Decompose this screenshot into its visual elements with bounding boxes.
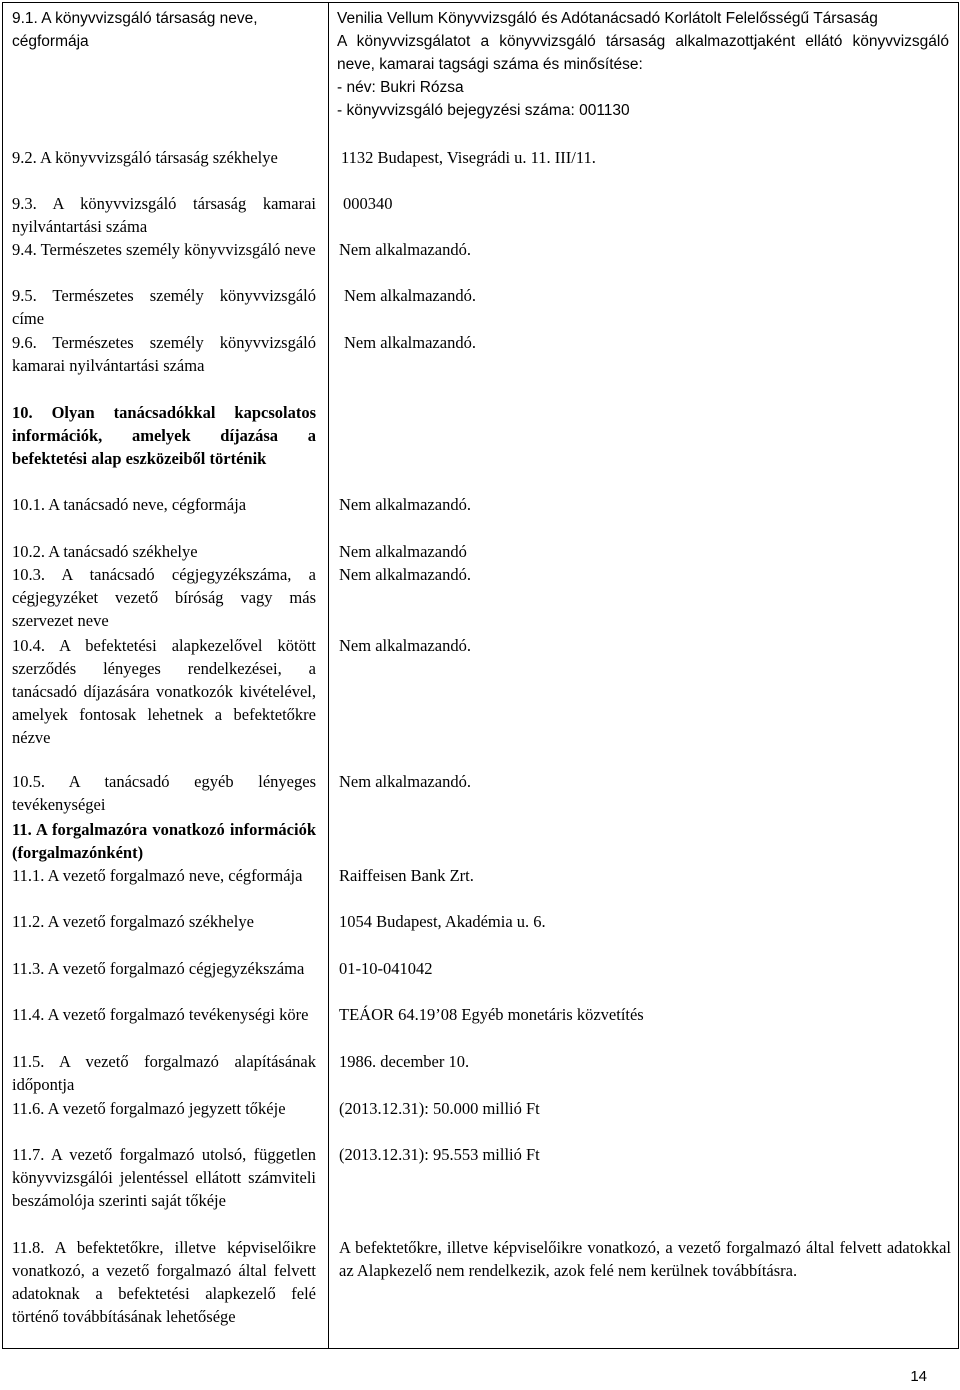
row-label: 10.2. A tanácsadó székhelye [12,542,198,561]
row-value: Nem alkalmazandó. [339,565,471,584]
row-label: 10.1. A tanácsadó neve, cégformája [12,495,247,514]
row-label: 11.4. A vezető forgalmazó tevékenységi köre [12,1005,309,1024]
row-label: 9.1. A könyvvizsgáló társaság neve, cégformája [12,10,258,50]
row-value: Nem alkalmazandó. [339,240,471,259]
section-heading: 10. Olyan tanácsadókkal kapcsolatos információk, amelyek díjazása a befektetési alap eszközeiből történik [12,403,316,468]
row-label: 11.2. A vezető forgalmazó székhelye [12,912,254,931]
row-value: Nem alkalmazandó. [344,333,476,352]
row-label: 9.6. Természetes személy könyvvizsgáló kamarai nyilvántartási száma [12,333,316,375]
row-value: 000340 [343,194,393,213]
page-number: 14 [910,1368,927,1385]
row-value: Nem alkalmazandó. [339,636,471,655]
row-value: Raiffeisen Bank Zrt. [339,866,474,885]
row-value: Nem alkalmazandó. [339,772,471,791]
row-label: 11.1. A vezető forgalmazó neve, cégformája [12,866,303,885]
row-value: TEÁOR 64.19’08 Egyéb monetáris közvetítés [339,1005,644,1024]
row-label: 11.6. A vezető forgalmazó jegyzett tőkéje [12,1099,286,1118]
row-value: Nem alkalmazandó. [344,286,476,305]
column-divider [328,3,329,1348]
row-label: 11.8. A befektetőkre, illetve képviselőikre vonatkozó, a vezető forgalmazó által felvett adatoknak a befektetési alapkezelő felé történő továbbításának lehetősége [12,1238,316,1326]
row-label: 9.5. Természetes személy könyvvizsgáló címe [12,286,316,328]
row-label: 11.3. A vezető forgalmazó cégjegyzékszáma [12,959,305,978]
row-value: 01-10-041042 [339,959,433,978]
row-value: A befektetőkre, illetve képviselőikre vonatkozó, a vezető forgalmazó által felvett adatokkal az Alapkezelő nem rendelkezik, azok felé nem kerülnek továbbításra. [339,1238,951,1280]
row-label: 11.5. A vezető forgalmazó alapításának időpontja [12,1052,316,1094]
row-label: 10.4. A befektetési alapkezelővel kötött szerződés lényeges rendelkezései, a tanácsadó díjazására vonatkozók kivételével, amelyek fontosak lehetnek a befektetőkre nézve [12,636,316,747]
row-value: Venilia Vellum Könyvvizsgáló és Adótanácsadó Korlátolt Felelősségű Társaság A könyvvizsgálatot a könyvvizsgáló társaság alkalmazottjaként ellátó könyvvizsgáló neve, kamarai tagsági száma és minősítése: - név: Bukri Rózsa - könyvvizsgáló bejegyzési száma: 001130 [337,10,949,119]
row-value: (2013.12.31): 95.553 millió Ft [339,1145,540,1164]
row-value: 1132 Budapest, Visegrádi u. 11. III/11. [341,148,596,167]
row-label: 9.4. Természetes személy könyvvizsgáló neve [12,240,316,259]
row-label: 9.3. A könyvvizsgáló társaság kamarai nyilvántartási száma [12,194,316,236]
row-label: 10.5. A tanácsadó egyéb lényeges tevékenységei [12,772,316,814]
row-value: Nem alkalmazandó [339,542,467,561]
table-frame [2,2,959,1349]
section-heading: 11. A forgalmazóra vonatkozó információk (forgalmazónként) [12,820,316,862]
row-label: 10.3. A tanácsadó cégjegyzékszáma, a cégjegyzéket vezető bíróság vagy más szervezet neve [12,565,316,630]
row-value: 1986. december 10. [339,1052,470,1071]
row-label: 9.2. A könyvvizsgáló társaság székhelye [12,148,278,167]
row-value: (2013.12.31): 50.000 millió Ft [339,1099,540,1118]
row-label: 11.7. A vezető forgalmazó utolsó, független könyvvizsgálói jelentéssel ellátott számviteli beszámolója szerinti saját tőkéje [12,1145,316,1210]
row-value: Nem alkalmazandó. [339,495,471,514]
row-value: 1054 Budapest, Akadémia u. 6. [339,912,546,931]
